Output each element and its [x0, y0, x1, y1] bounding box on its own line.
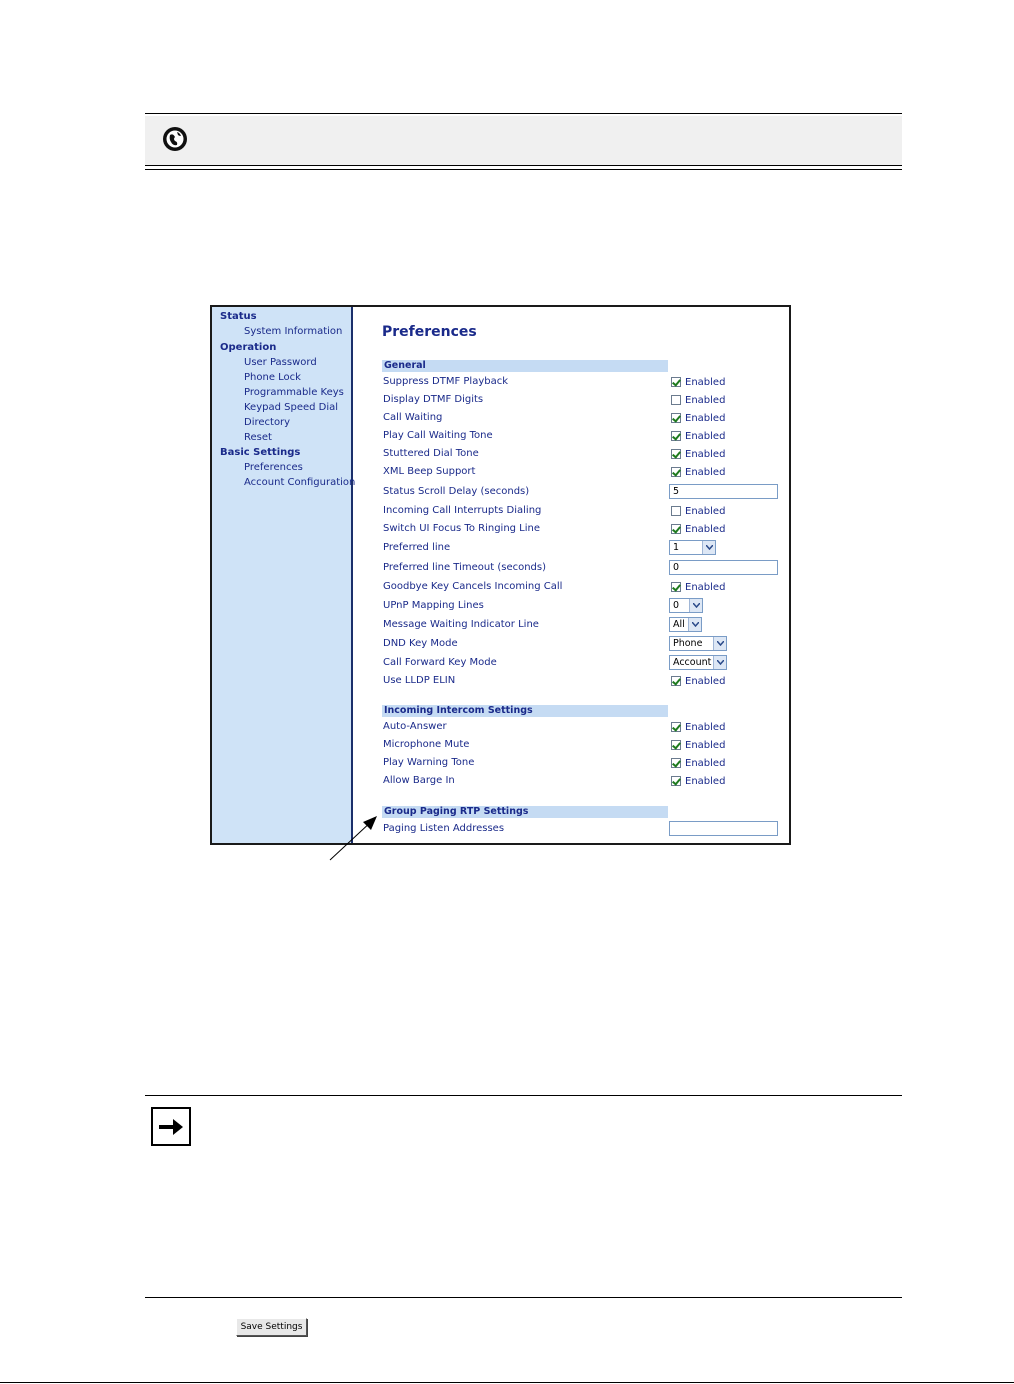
label-goodbye-cancels: Goodbye Key Cancels Incoming Call — [383, 581, 563, 592]
arrow-right-icon — [151, 1107, 191, 1146]
select-value: 1 — [673, 542, 680, 553]
select-value: Phone — [673, 638, 703, 649]
label-dnd-mode: DND Key Mode — [383, 638, 458, 649]
label-upnp: UPnP Mapping Lines — [383, 600, 484, 611]
label-display-dtmf: Display DTMF Digits — [383, 394, 484, 405]
input-status-scroll-delay[interactable]: 5 — [669, 484, 778, 499]
checkbox-mic-mute[interactable] — [671, 740, 681, 750]
nav-item-phone-lock[interactable]: Phone Lock — [244, 372, 301, 383]
note-rule-bottom — [145, 1297, 902, 1298]
select-dnd-mode[interactable] — [669, 636, 727, 651]
enabled-label: Enabled — [685, 377, 726, 388]
label-call-waiting: Call Waiting — [383, 412, 443, 423]
chevron-down-icon[interactable] — [713, 637, 726, 650]
enabled-label: Enabled — [685, 740, 726, 751]
label-cfwd-mode: Call Forward Key Mode — [383, 657, 497, 668]
page-title: Preferences — [382, 324, 477, 340]
nav-item-directory[interactable]: Directory — [244, 417, 291, 428]
nav-item-user-password[interactable]: User Password — [244, 357, 317, 368]
nav-heading-basic-settings[interactable]: Basic Settings — [220, 447, 301, 458]
label-preferred-timeout: Preferred line Timeout (seconds) — [383, 562, 547, 573]
enabled-label: Enabled — [685, 413, 726, 424]
enabled-label: Enabled — [685, 467, 726, 478]
nav-item-reset[interactable]: Reset — [244, 432, 272, 443]
enabled-label: Enabled — [685, 524, 726, 535]
checkbox-warning-tone[interactable] — [671, 758, 681, 768]
chevron-down-icon[interactable] — [688, 618, 701, 631]
enabled-label: Enabled — [685, 722, 726, 733]
input-paging-listen[interactable] — [669, 821, 778, 836]
enabled-label: Enabled — [685, 776, 726, 787]
web-ui-screenshot — [210, 305, 791, 845]
checkbox-auto-answer[interactable] — [671, 722, 681, 732]
enabled-label: Enabled — [685, 431, 726, 442]
enabled-label: Enabled — [685, 758, 726, 769]
nav-heading-status[interactable]: Status — [220, 311, 257, 322]
select-upnp[interactable] — [669, 598, 703, 613]
label-xml-beep: XML Beep Support — [383, 466, 476, 477]
chevron-down-icon[interactable] — [689, 599, 702, 612]
checkbox-xml-beep[interactable] — [671, 467, 681, 477]
nav-item-system-information[interactable]: System Information — [244, 326, 343, 337]
checkbox-lldp-elin[interactable] — [671, 676, 681, 686]
label-preferred-line: Preferred line — [383, 542, 451, 553]
nav-item-account-configuration[interactable]: Account Configuration — [244, 477, 356, 488]
top-rule-bottom-2 — [145, 169, 902, 170]
top-rule — [145, 113, 902, 114]
label-paging-listen: Paging Listen Addresses — [383, 823, 505, 834]
sidebar — [212, 307, 356, 843]
enabled-label: Enabled — [685, 676, 726, 687]
nav-heading-operation[interactable]: Operation — [220, 342, 277, 353]
checkbox-goodbye-cancels[interactable] — [671, 582, 681, 592]
label-warning-tone: Play Warning Tone — [383, 757, 475, 768]
checkbox-switch-focus[interactable] — [671, 524, 681, 534]
select-value: 0 — [673, 600, 680, 611]
select-mwi-line[interactable] — [669, 617, 702, 632]
select-cfwd-mode[interactable] — [669, 655, 727, 670]
section-general: General — [382, 360, 668, 372]
globe-phone-icon — [161, 125, 189, 153]
select-value: All — [673, 619, 685, 630]
label-auto-answer: Auto-Answer — [383, 721, 447, 732]
section-incoming-intercom: Incoming Intercom Settings — [382, 705, 668, 717]
nav-item-programmable-keys[interactable]: Programmable Keys — [244, 387, 344, 398]
input-preferred-timeout[interactable]: 0 — [669, 560, 778, 575]
top-rule-bottom — [145, 165, 902, 166]
checkbox-incoming-interrupts[interactable] — [671, 506, 681, 516]
page-footer-rule — [0, 1382, 1014, 1383]
checkbox-barge-in[interactable] — [671, 776, 681, 786]
chevron-down-icon[interactable] — [702, 541, 715, 554]
label-mic-mute: Microphone Mute — [383, 739, 470, 750]
enabled-label: Enabled — [685, 506, 726, 517]
enabled-label: Enabled — [685, 449, 726, 460]
web-ui-callout — [145, 116, 902, 165]
label-incoming-interrupts: Incoming Call Interrupts Dialing — [383, 505, 542, 516]
section-group-paging: Group Paging RTP Settings — [382, 806, 668, 818]
enabled-label: Enabled — [685, 395, 726, 406]
checkbox-suppress-dtmf[interactable] — [671, 377, 681, 387]
label-play-cw-tone: Play Call Waiting Tone — [383, 430, 493, 441]
label-stuttered-dial-tone: Stuttered Dial Tone — [383, 448, 479, 459]
label-suppress-dtmf: Suppress DTMF Playback — [383, 376, 509, 387]
label-barge-in: Allow Barge In — [383, 775, 455, 786]
checkbox-stuttered-dial-tone[interactable] — [671, 449, 681, 459]
label-status-scroll-delay: Status Scroll Delay (seconds) — [383, 486, 530, 497]
chevron-down-icon[interactable] — [713, 656, 726, 669]
label-mwi-line: Message Waiting Indicator Line — [383, 619, 539, 630]
nav-item-preferences[interactable]: Preferences — [244, 462, 303, 473]
save-settings-button[interactable]: Save Settings — [236, 1318, 307, 1336]
checkbox-call-waiting[interactable] — [671, 413, 681, 423]
preferences-panel — [353, 307, 789, 843]
note-rule-top — [145, 1095, 902, 1096]
callout-arrow — [325, 810, 385, 865]
label-lldp-elin: Use LLDP ELIN — [383, 675, 456, 686]
nav-item-keypad-speed-dial[interactable]: Keypad Speed Dial — [244, 402, 339, 413]
select-value: Account — [673, 657, 712, 668]
checkbox-play-cw-tone[interactable] — [671, 431, 681, 441]
checkbox-display-dtmf[interactable] — [671, 395, 681, 405]
select-preferred-line[interactable] — [669, 540, 716, 555]
enabled-label: Enabled — [685, 582, 726, 593]
label-switch-focus: Switch UI Focus To Ringing Line — [383, 523, 541, 534]
